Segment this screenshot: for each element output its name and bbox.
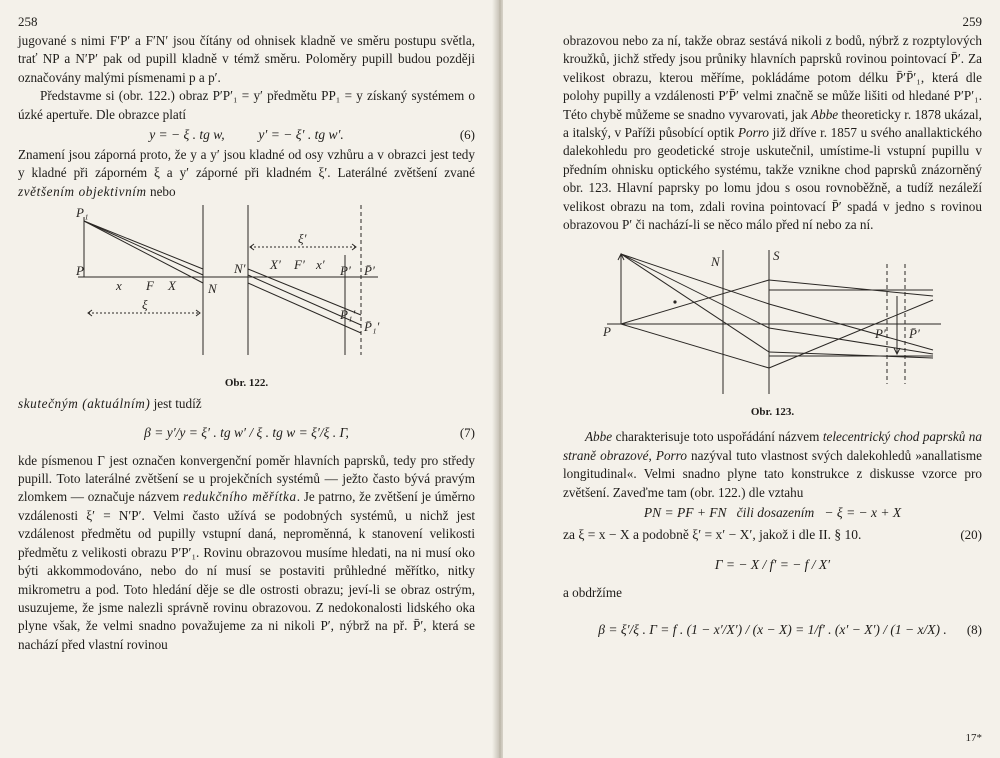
label-xi-prime: ξ′ (298, 231, 307, 247)
paragraph (18, 146, 475, 201)
equation-body: Γ = − X / f′ = − f / X′ (714, 557, 831, 573)
paragraph (18, 395, 475, 413)
label-P: P (76, 263, 84, 279)
equation-body: za ξ = x − X a podobně ξ′ = x′ − X′, jakož i dle II. § 10. (563, 527, 862, 543)
label-X: X (168, 278, 176, 294)
equation-20 (563, 524, 982, 546)
equation-gamma (563, 546, 982, 584)
ray-8 (621, 324, 769, 368)
paragraph (563, 428, 982, 502)
page-number-right: 259 (962, 14, 982, 29)
emphasis: skutečným (aktuálním) (18, 396, 151, 412)
emphasis: Porro (738, 125, 770, 141)
figure-122 (18, 205, 475, 375)
ray-3 (84, 221, 203, 269)
equation-number: (20) (960, 527, 982, 543)
left-page (0, 0, 497, 758)
text-run: nazýval tuto vlastnost svých dalekohledů »anallatisme longitudinal«. Velmi snadno plyne tato konstrukce z diskusse vzorce pro zvětšení. Zaveďme tam (obr. 122.) dle vztahu (563, 447, 982, 500)
equation-body: β = ξ′/ξ . Γ = f . (1 − x′/X′) / (x − X) = 1/f′ . (x′ − X′) / (1 − x/X) . (598, 621, 947, 637)
paragraph: Představme si (obr. 122.) obraz P′P′₁ = y′ předmětu PP₁ = y získaný systémem o úzké apertuře. Dle obrazce platí (18, 88, 475, 122)
ray-1 (84, 221, 203, 275)
text-run: charakterisuje toto uspořádání názvem (612, 429, 823, 445)
label-P: P (603, 324, 611, 340)
ray-3 (621, 254, 769, 352)
label-N: N (711, 254, 720, 270)
text-run: kde písmenou Γ jest označen konvergenční poměr hlavních paprsků, tedy pro středy pupill. Toto laterálné zvětšení se u projekčních systémů — ježto často bývá pravým zlomkem — označuje názvem (18, 452, 475, 505)
equation-number: (7) (459, 424, 475, 440)
paragraph (18, 452, 475, 654)
label-P-prime: P′ (340, 263, 351, 279)
label-x: x (116, 278, 122, 294)
ray-2 (84, 221, 203, 283)
figure-caption-122: Obr. 122. (224, 377, 269, 390)
ray-9 (769, 280, 933, 296)
text-run: obrazovou nebo za ní, takže obraz sestává nikoli z bodů, nýbrž z rozptylových kroužků, jichž středy jsou průniky hlavních paprsků rovinou pointovací P̄′. Za velikost obrazu, kterou měříme, pokládáme potom délku P̄′P̄′₁, která dle polohy pupilly a vzdálenosti P′P̄′ velmi značně se může lišiti od hledané P′P′₁. Této chybě můžeme se snadno vyvarovati, jak (563, 33, 982, 122)
equation-number: (6) (459, 127, 475, 143)
emphasis: Abbe (585, 429, 613, 445)
text-run: jest tudíž (150, 396, 202, 412)
text-run: , (648, 447, 656, 463)
label-N-prime: N′ (234, 261, 246, 277)
label-xi: ξ (142, 297, 148, 313)
paragraph: a obdržíme (563, 585, 622, 601)
label-N: N (208, 281, 217, 297)
label-S: S (773, 248, 780, 264)
focus-point (673, 301, 676, 304)
equation-body: PN = PF + FN čili dosazením − ξ = − x + X (643, 505, 902, 521)
emphasis: Abbe (811, 106, 839, 122)
equation-7 (18, 414, 475, 452)
text-run: již dříve r. 1857 u svého anallaktického dalekohledu pro geodetické stroje uskutečnil, umístime-li vstupní pupillu v předním ohnisku optického systému, takže vznikne chod paprsků znázorněný obr. 123. Hlavní paprsky po lomu jdou s osou rovnoběžně, a tudíž nezáleží velikost obrazu na tom, zdali rovina pointovací P̄′ spadá v jedno s rovinou obrazovou P′ či nachází-li se něco málo před ní nebo za ní. (563, 125, 983, 233)
signature-mark: 17* (965, 732, 982, 744)
equation-body: y = − ξ . tg w, y′ = − ξ′ . tg w′. (149, 127, 344, 143)
label-P1-prime: P₁′ (340, 307, 356, 323)
text-run: nebo (146, 183, 176, 199)
label-P-bar: P̄′ (909, 326, 920, 342)
label-X-prime: X′ (270, 257, 281, 273)
paragraph (563, 32, 982, 234)
right-page (503, 0, 1000, 758)
page-number-left: 258 (18, 14, 38, 29)
equation-body: β = y′/y = ξ′ . tg w′ / ξ . tg w = ξ′/ξ . Γ, (144, 424, 349, 440)
label-P1-bar: P̄₁′ (364, 319, 380, 335)
label-P-bar: P̄′ (364, 263, 375, 279)
emphasis: redukčního měřítka (183, 489, 297, 505)
text-run: . Je patrno, že zvětšení je úměrno vzdálenosti ξ′ = N′P′. Velmi často užívá se podobných systémů, u nichž jest vzdálenost předmětu od pupilly vstupní daná, neproměnná, k stanovení velikosti předmětu z velikosti obrazu P′P′₁. Rovinu obrazovou musíme hledati, na ni musí oko býti akkommodováno, nebo do ní musí se postaviti průhledné měřítko, nitky mikrometru a pod. Toto hledání děje se dle ostrosti obrazu; jeví-li se obraz ostrým, usuzujeme, že jsme nalezli správně rovinu obrazovou. Z nedokonalosti lidského oka plyne však, že velmi snadno považujeme za ni nikoli P′, nýbrž na př. P̄′, která se nachází před vlastní rovinou (18, 489, 476, 652)
figure-caption-123: Obr. 123. (750, 406, 795, 419)
label-F: F (146, 278, 154, 294)
figure-123 (563, 244, 943, 404)
label-P1: P₁ (76, 205, 89, 221)
equation-8 (563, 611, 982, 649)
label-F-prime: F′ (294, 257, 305, 273)
equation-pn (563, 502, 982, 524)
equation-number: (8) (966, 621, 982, 637)
label-x-prime: x′ (316, 257, 325, 273)
paragraph: jugované s nimi F′P′ a F′N′ jsou čítány od ohnisek kladně ve směru postupu světla, trať NP a N′P′ pak od pupill kladně v témž směru. Poloměry pupill budou později označovány malými písmenami p a p′. (18, 33, 475, 85)
emphasis: telecentrický chod paprsků na straně obrazové (563, 429, 982, 463)
label-P-prime: P′ (875, 326, 886, 342)
emphasis: Porro (655, 447, 687, 463)
equation-6 (18, 124, 475, 146)
emphasis: zvětšením objektivním (18, 183, 147, 199)
ray-1 (621, 254, 769, 304)
text-run: theoreticky r. 1878 ukázal, a italský, v Paříži působící optik (563, 106, 982, 141)
ray-6 (769, 352, 933, 358)
text-run: Znamení jsou záporná proto, že y a y′ jsou kladné od osy vzhůru a v obrazci jest tedy y kladné při záporném ξ a y′ záporné při kladném ξ′. Laterálné zvětšení zvané (18, 147, 475, 181)
